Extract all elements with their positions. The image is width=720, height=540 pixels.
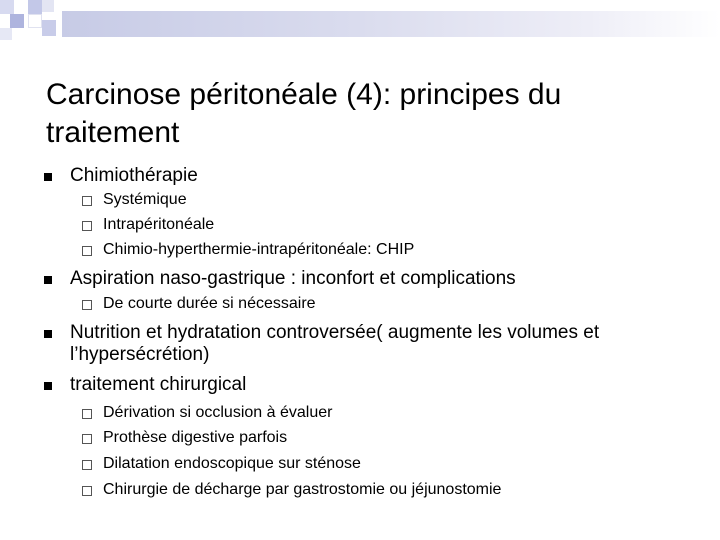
slide-title: Carcinose péritonéale (4): principes du traitement — [46, 78, 562, 150]
checkbox-bullet-icon — [82, 434, 92, 444]
bullet-text-chimiotherapie: Chimiothérapie — [70, 165, 198, 186]
sub-item-dilatation: Dilatation endoscopique sur sténose — [103, 455, 361, 472]
sub-item-chip: Chimio-hyperthermie-intrapéritonéale: CHIP — [103, 241, 415, 258]
square-bullet-icon — [44, 330, 52, 338]
bullet-text-nutrition: Nutrition et hydratation controversée( augmente les volumes et l’hypersécrétion) — [70, 322, 600, 365]
bullet-text-aspiration: Aspiration naso-gastrique : inconfort et complications — [70, 268, 516, 289]
square-bullet-icon — [44, 276, 52, 284]
sub-item-intraperitoneale: Intrapéritonéale — [103, 216, 215, 233]
checkbox-bullet-icon — [82, 409, 92, 419]
checkbox-bullet-icon — [82, 486, 92, 496]
sub-item-courte-duree: De courte durée si nécessaire — [103, 295, 316, 312]
checkbox-bullet-icon — [82, 300, 92, 310]
bullet-text-chirurgical: traitement chirurgical — [70, 374, 247, 395]
square-bullet-icon — [44, 173, 52, 181]
sub-item-derivation: Dérivation si occlusion à évaluer — [103, 404, 333, 421]
checkbox-bullet-icon — [82, 221, 92, 231]
sub-item-systemique: Systémique — [103, 191, 187, 208]
checkbox-bullet-icon — [82, 246, 92, 256]
sub-item-prothese: Prothèse digestive parfois — [103, 429, 288, 446]
checkbox-bullet-icon — [82, 196, 92, 206]
sub-item-chirurgie-decharge: Chirurgie de décharge par gastrostomie ou jéjunostomie — [103, 481, 502, 498]
checkbox-bullet-icon — [82, 460, 92, 470]
square-bullet-icon — [44, 382, 52, 390]
